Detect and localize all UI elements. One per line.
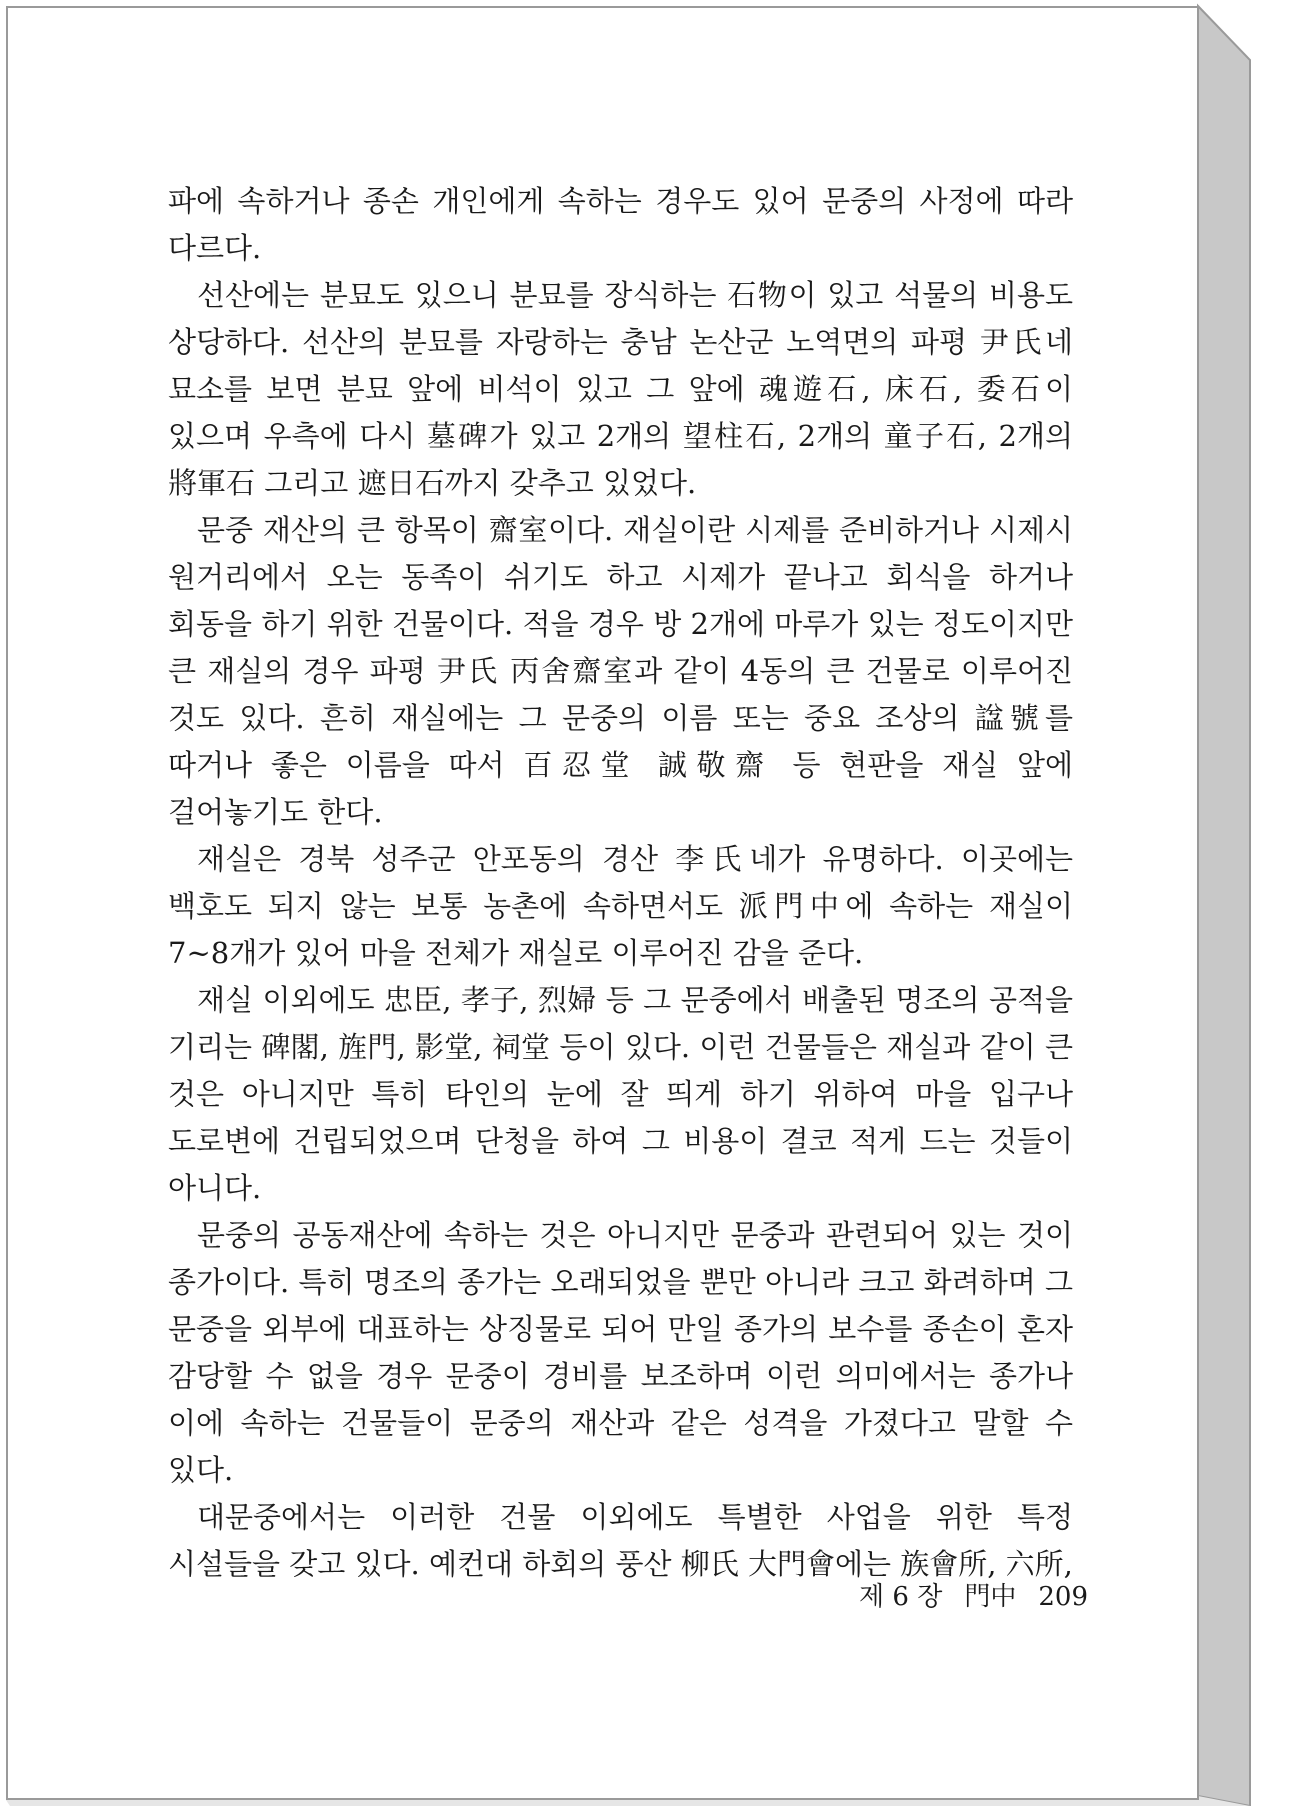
page-number: 209 (1038, 1582, 1088, 1612)
paragraph-4: 재실은 경북 성주군 안포동의 경산 李氏네가 유명하다. 이곳에는 백호도 되지 않는 보통 농촌에 속하면서도 派門中에 속하는 재실이 7~8개가 있어 마을 전체가 재실로 이루어진 감을 준다. (168, 842, 1073, 970)
paragraph-6: 문중의 공동재산에 속하는 것은 아니지만 문중과 관련되어 있는 것이 종가이다. 특히 명조의 종가는 오래되었을 뿐만 아니라 크고 화려하며 그 문중을 외부에 대표하는 상징물로 되어 만일 종가의 보수를 종손이 혼자 감당할 수 없을 경우 문중이 경비를 보조하며 이런 의미에서는 종가나 이에 속하는 건물들이 문중의 재산과 같은 성격을 가졌다고 말할 수 있다. (168, 1218, 1073, 1487)
paragraph-3: 문중 재산의 큰 항목이 齋室이다. 재실이란 시제를 준비하거나 시제시 원거리에서 오는 동족이 쉬기도 하고 시제가 끝나고 회식을 하거나 회동을 하기 위한 건물이다. 적을 경우 방 2개에 마루가 있는 정도이지만 큰 재실의 경우 파평 尹氏 丙舍齋室과 같이 4동의 큰 건물로 이루어진 것도 있다. 흔히 재실에는 그 문중의 이름 또는 중요 조상의 諡號를 따거나 좋은 이름을 따서 百忍堂 誠敬齋 등 현판을 재실 앞에 걸어놓기도 한다. (168, 513, 1073, 829)
page-footer (788, 1576, 1088, 1613)
body-text (168, 178, 1073, 1588)
section-title: 門中 (964, 1582, 1017, 1612)
paragraph-5: 재실 이외에도 忠臣, 孝子, 烈婦 등 그 문중에서 배출된 명조의 공적을 기리는 碑閣, 旌門, 影堂, 祠堂 등이 있다. 이런 건물들은 재실과 같이 큰 것은 아니지만 특히 타인의 눈에 잘 띄게 하기 위하여 마을 입구나 도로변에 건립되었으며 단청을 하여 그 비용이 결코 적게 드는 것들이 아니다. (168, 983, 1073, 1205)
paragraph-7: 대문중에서는 이러한 건물 이외에도 특별한 사업을 위한 특정 시설들을 갖고 있다. 예컨대 하회의 풍산 柳氏 大門會에는 族會所, 六所, (168, 1500, 1073, 1581)
paragraph-2: 선산에는 분묘도 있으니 분묘를 장식하는 石物이 있고 석물의 비용도 상당하다. 선산의 분묘를 자랑하는 충남 논산군 노역면의 파평 尹氏네 묘소를 보면 분묘 앞에 비석이 있고 그 앞에 魂遊石, 床石, 委石이 있으며 우측에 다시 墓碑가 있고 2개의 望柱石, 2개의 童子石, 2개의 將軍石 그리고 遮日石까지 갖추고 있었다. (168, 278, 1073, 500)
book-page (6, 6, 1199, 1800)
chapter-label: 제 6 장 (859, 1582, 943, 1612)
paragraph-1: 파에 속하거나 종손 개인에게 속하는 경우도 있어 문중의 사정에 따라 다르다. (168, 184, 1073, 265)
